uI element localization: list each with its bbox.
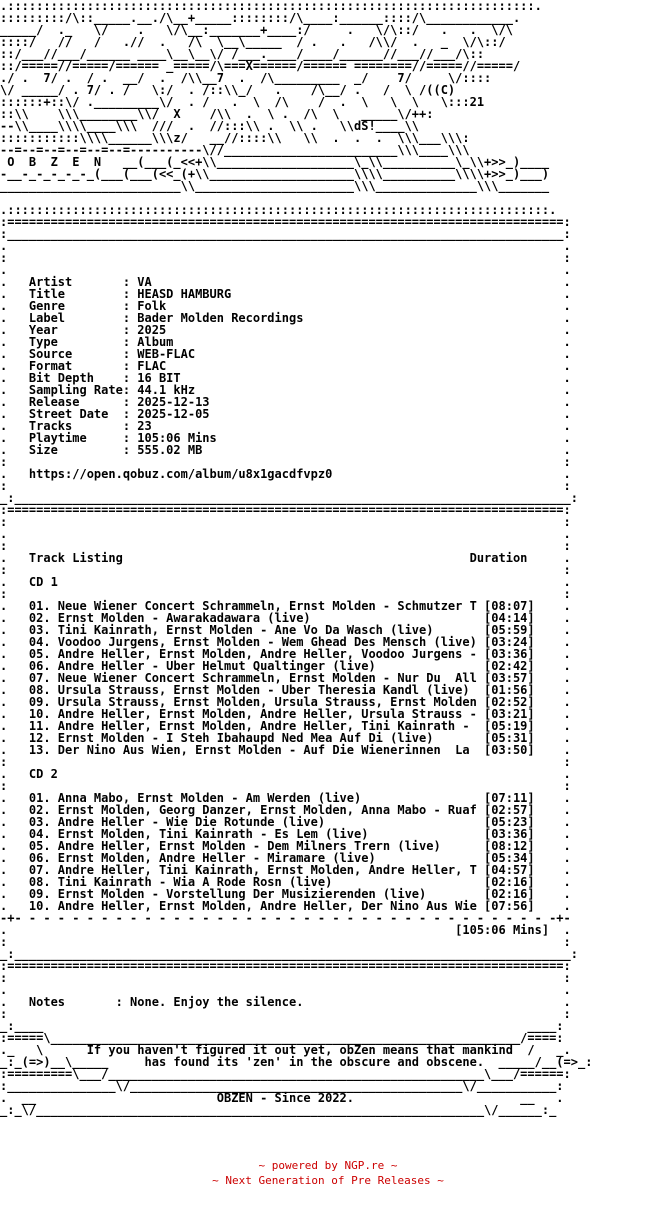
nfo-line: . 10. Andre Heller, Ernst Molden, Andre Heller, Ursula Strauss - [03:21] . — [0, 707, 571, 721]
nfo-line: . 04. Ernst Molden, Tini Kainrath - Es Lem (live) [03:36] . — [0, 827, 571, 841]
nfo-line: . Size : 555.02 MB . — [0, 443, 571, 457]
nfo-line: . 01. Anna Mabo, Ernst Molden - Am Werden (live) [07:11] . — [0, 791, 571, 805]
nfo-line: . 02. Ernst Molden - Awarakadawara (live) [04:14] . — [0, 611, 571, 625]
footer-tagline: ~ Next Generation of Pre Releases ~ — [212, 1174, 444, 1187]
nfo-line: : : — [0, 1007, 571, 1021]
nfo-line: : : — [0, 251, 571, 265]
nfo-line: . __ OBZEN - Since 2022. __ . — [0, 1091, 564, 1105]
nfo-line: :=========\___/____________________________________________________\___/======: — [0, 1067, 571, 1081]
nfo-line: : : — [0, 539, 571, 553]
nfo-line: ::::::+::\/ ._________\/ . / . \ /\ / . \ \ \ \:::21 — [0, 95, 485, 109]
nfo-line: : : — [0, 455, 571, 469]
nfo-line: . 13. Der Nino Aus Wien, Ernst Molden - Auf Die Wienerinnen La [03:50] . — [0, 743, 571, 757]
nfo-line: . 09. Ernst Molden - Vorstellung Der Musizierenden (live) [02:16] . — [0, 887, 571, 901]
nfo-line: . Notes : None. Enjoy the silence. . — [0, 995, 571, 1009]
nfo-line: .:::::::::::::::::::::::::::::::::::::::::::::::::::::::::::::::::::::::::::. — [0, 203, 557, 217]
nfo-line: :=============================================================================: — [0, 215, 571, 229]
nfo-line: . 07. Neue Wiener Concert Schrammeln, Ernst Molden - Nur Du All [03:57] . — [0, 671, 571, 685]
nfo-line: : : — [0, 971, 571, 985]
nfo-line: _____/ ._ \/ . \/\__:_______+____:/ . \/\::/ . . \/\ — [0, 23, 513, 37]
nfo-line: . Playtime : 105:06 Mins . — [0, 431, 571, 445]
nfo-line: : : — [0, 479, 571, 493]
nfo-line: . 08. Tini Kainrath - Wia A Rode Rosn (live) [02:16] . — [0, 875, 571, 889]
nfo-line: . 03. Tini Kainrath, Ernst Molden - Ane Vo Da Wasch (live) [05:59] . — [0, 623, 571, 637]
nfo-line: . Sampling Rate: 44.1 kHz . — [0, 383, 571, 397]
nfo-line: . 05. Andre Heller, Ernst Molden - Dem Milners Trern (live) [08:12] . — [0, 839, 571, 853]
nfo-line: . https://open.qobuz.com/album/u8x1gacdfvpz0 . — [0, 467, 571, 481]
nfo-line: . 11. Andre Heller, Ernst Molden, Andre Heller, Tini Kainrath - [05:19] . — [0, 719, 571, 733]
nfo-line: _:_____________________________________________________________________________: — [0, 491, 578, 505]
nfo-line: . 12. Ernst Molden - I Steh Ibahaupd Ned Mea Auf Di (live) [05:31] . — [0, 731, 571, 745]
nfo-line: :::::::::/\::_____.__./\__+_____::::::::/\____:______::::/\____________. — [0, 11, 521, 25]
nfo-line: . 05. Andre Heller, Ernst Molden, Andre Heller, Voodoo Jurgens - [03:36] . — [0, 647, 571, 661]
nfo-line: . 01. Neue Wiener Concert Schrammeln, Ernst Molden - Schmutzer T [08:07] . — [0, 599, 571, 613]
nfo-line: : : — [0, 563, 571, 577]
nfo-line: . . — [0, 263, 571, 277]
nfo-line: . 09. Ursula Strauss, Ernst Molden, Ursula Strauss, Ernst Molden [02:52] . — [0, 695, 571, 709]
nfo-line: \/ _____/ . 7/ . / \:/ . /::\\_/ . /\__/ . / \ /((C) — [0, 83, 456, 97]
nfo-line: --=--=--=--=--=--=----------\//________________________\\\____\\\ — [0, 143, 470, 157]
nfo-line: : : — [0, 515, 571, 529]
nfo-line: O B Z E N __(___(_<<+\\___________________\_\\__________\_\\+>>_)____ — [0, 155, 550, 169]
nfo-line: : : — [0, 587, 571, 601]
nfo-line: . 07. Andre Heller, Tini Kainrath, Ernst Molden, Andre Heller, T [04:57] . — [0, 863, 571, 877]
nfo-line: ._ \ If you haven't figured it out yet, obZen means that mankind / _. — [0, 1043, 571, 1057]
nfo-line: .:::::::::::::::::::::::::::::::::::::::::::::::::::::::::::::::::::::::::. — [0, 0, 542, 13]
nfo-line: :_______________\/______________________________________________\/___________: — [0, 1079, 564, 1093]
nfo-line: . 06. Andre Heller - Uber Helmut Qualtinger (live) [02:42] . — [0, 659, 571, 673]
nfo-line: . Genre : Folk . — [0, 299, 571, 313]
nfo-line: . Bit Depth : 16 BIT . — [0, 371, 571, 385]
nfo-line: . Format : FLAC . — [0, 359, 571, 373]
nfo-line: . 08. Ursula Strauss, Ernst Molden - Uber Theresia Kandl (live) [01:56] . — [0, 683, 571, 697]
nfo-line: -__-_-_-_-_-_(___(___(<<_(+\\____________________\\\\__________\\\\+>>_)___) — [0, 167, 550, 181]
nfo-line: -+- - - - - - - - - - - - - - - - - - - - - - - - - - - - - - - - - - - - - -+- — [0, 911, 571, 925]
nfo-line: . Tracks : 23 . — [0, 419, 571, 433]
nfo-line: . CD 1 . — [0, 575, 571, 589]
nfo-line: . Label : Bader Molden Recordings . — [0, 311, 571, 325]
nfo-line: :=============================================================================: — [0, 959, 571, 973]
nfo-line: . 10. Andre Heller, Ernst Molden, Andre Heller, Der Nino Aus Wie [07:56] . — [0, 899, 571, 913]
nfo-line: . 02. Ernst Molden, Georg Danzer, Ernst Molden, Anna Mabo - Ruaf [02:57] . — [0, 803, 571, 817]
nfo-line: . Track Listing Duration . — [0, 551, 571, 565]
nfo-line: . Title : HEASD HAMBURG . — [0, 287, 571, 301]
nfo-line: . Type : Album . — [0, 335, 571, 349]
nfo-line: :=============================================================================: — [0, 503, 571, 517]
nfo-line: ::::/ // / .// . /\ \__\_____ / . . /\\/ . _ \/\::/ — [0, 35, 506, 49]
nfo-line: ::/___//___/______ ____\__\__\/ /___.____/____/______//___//___/\:: — [0, 47, 485, 61]
nfo-line: . Source : WEB-FLAC . — [0, 347, 571, 361]
nfo-line: --\\____\\\\____\\\ /// . //:::\\ . \\ . \\dS!____\\ — [0, 119, 420, 133]
nfo-line: . 03. Andre Heller - Wie Die Rotunde (live) [05:23] . — [0, 815, 571, 829]
nfo-line: _:_\/______________________________________________________________\/______:_ — [0, 1103, 557, 1117]
nfo-line: ::/=====//=====/====== _=====/\===X======/====== ========//=====//=====/ — [0, 59, 521, 73]
nfo-line: _:_____________________________________________________________________________: — [0, 947, 578, 961]
nfo-line: . Artist : VA . — [0, 275, 571, 289]
nfo-line: . CD 2 . — [0, 767, 571, 781]
nfo-line: _________________________\\______________________\\\______________\\\_______ — [0, 179, 550, 193]
nfo-line: :=====\_________________________________________________________________/====: — [0, 1031, 564, 1045]
nfo-line: _:_(=>)__\_____ has found its 'zen' in the obscure and obscene. _____/__(=>_: — [0, 1055, 593, 1069]
nfo-line: : : — [0, 935, 571, 949]
nfo-line: . Street Date : 2025-12-05 . — [0, 407, 571, 421]
nfo-line: . [105:06 Mins] . — [0, 923, 571, 937]
nfo-line: : : — [0, 779, 571, 793]
nfo-line: : : — [0, 755, 571, 769]
nfo-line: _:____ ____: — [0, 1019, 564, 1033]
nfo-line: . . — [0, 527, 571, 541]
nfo-line: . 04. Voodoo Jurgens, Ernst Molden - Wem Ghead Des Mensch (live) [03:24] . — [0, 635, 571, 649]
footer-powered-by: ~ powered by NGP.re ~ — [258, 1159, 398, 1172]
nfo-line: . Year : 2025 . — [0, 323, 571, 337]
nfo-line: :::::::::::\\\\______\\\z/ __//::::\\ \\ . . . \\\___\\\: — [0, 131, 470, 145]
nfo-line: ./ . 7/ . / . __/ . /\\__7 . /\_________ _/ 7/ \/:::: — [0, 71, 492, 85]
nfo-line: . . — [0, 239, 571, 253]
nfo-line: :_____________________________________________________________________________: — [0, 227, 571, 241]
nfo-line: . . — [0, 983, 571, 997]
footer — [0, 1158, 656, 1188]
nfo-line: . Release : 2025-12-13 . — [0, 395, 571, 409]
nfo-line: ::\\ \\\________\\/ X /\\ . \ . /\ \ _____\/++: — [0, 107, 434, 121]
nfo-line: . 06. Ernst Molden, Andre Heller - Miramare (live) [05:34] . — [0, 851, 571, 865]
